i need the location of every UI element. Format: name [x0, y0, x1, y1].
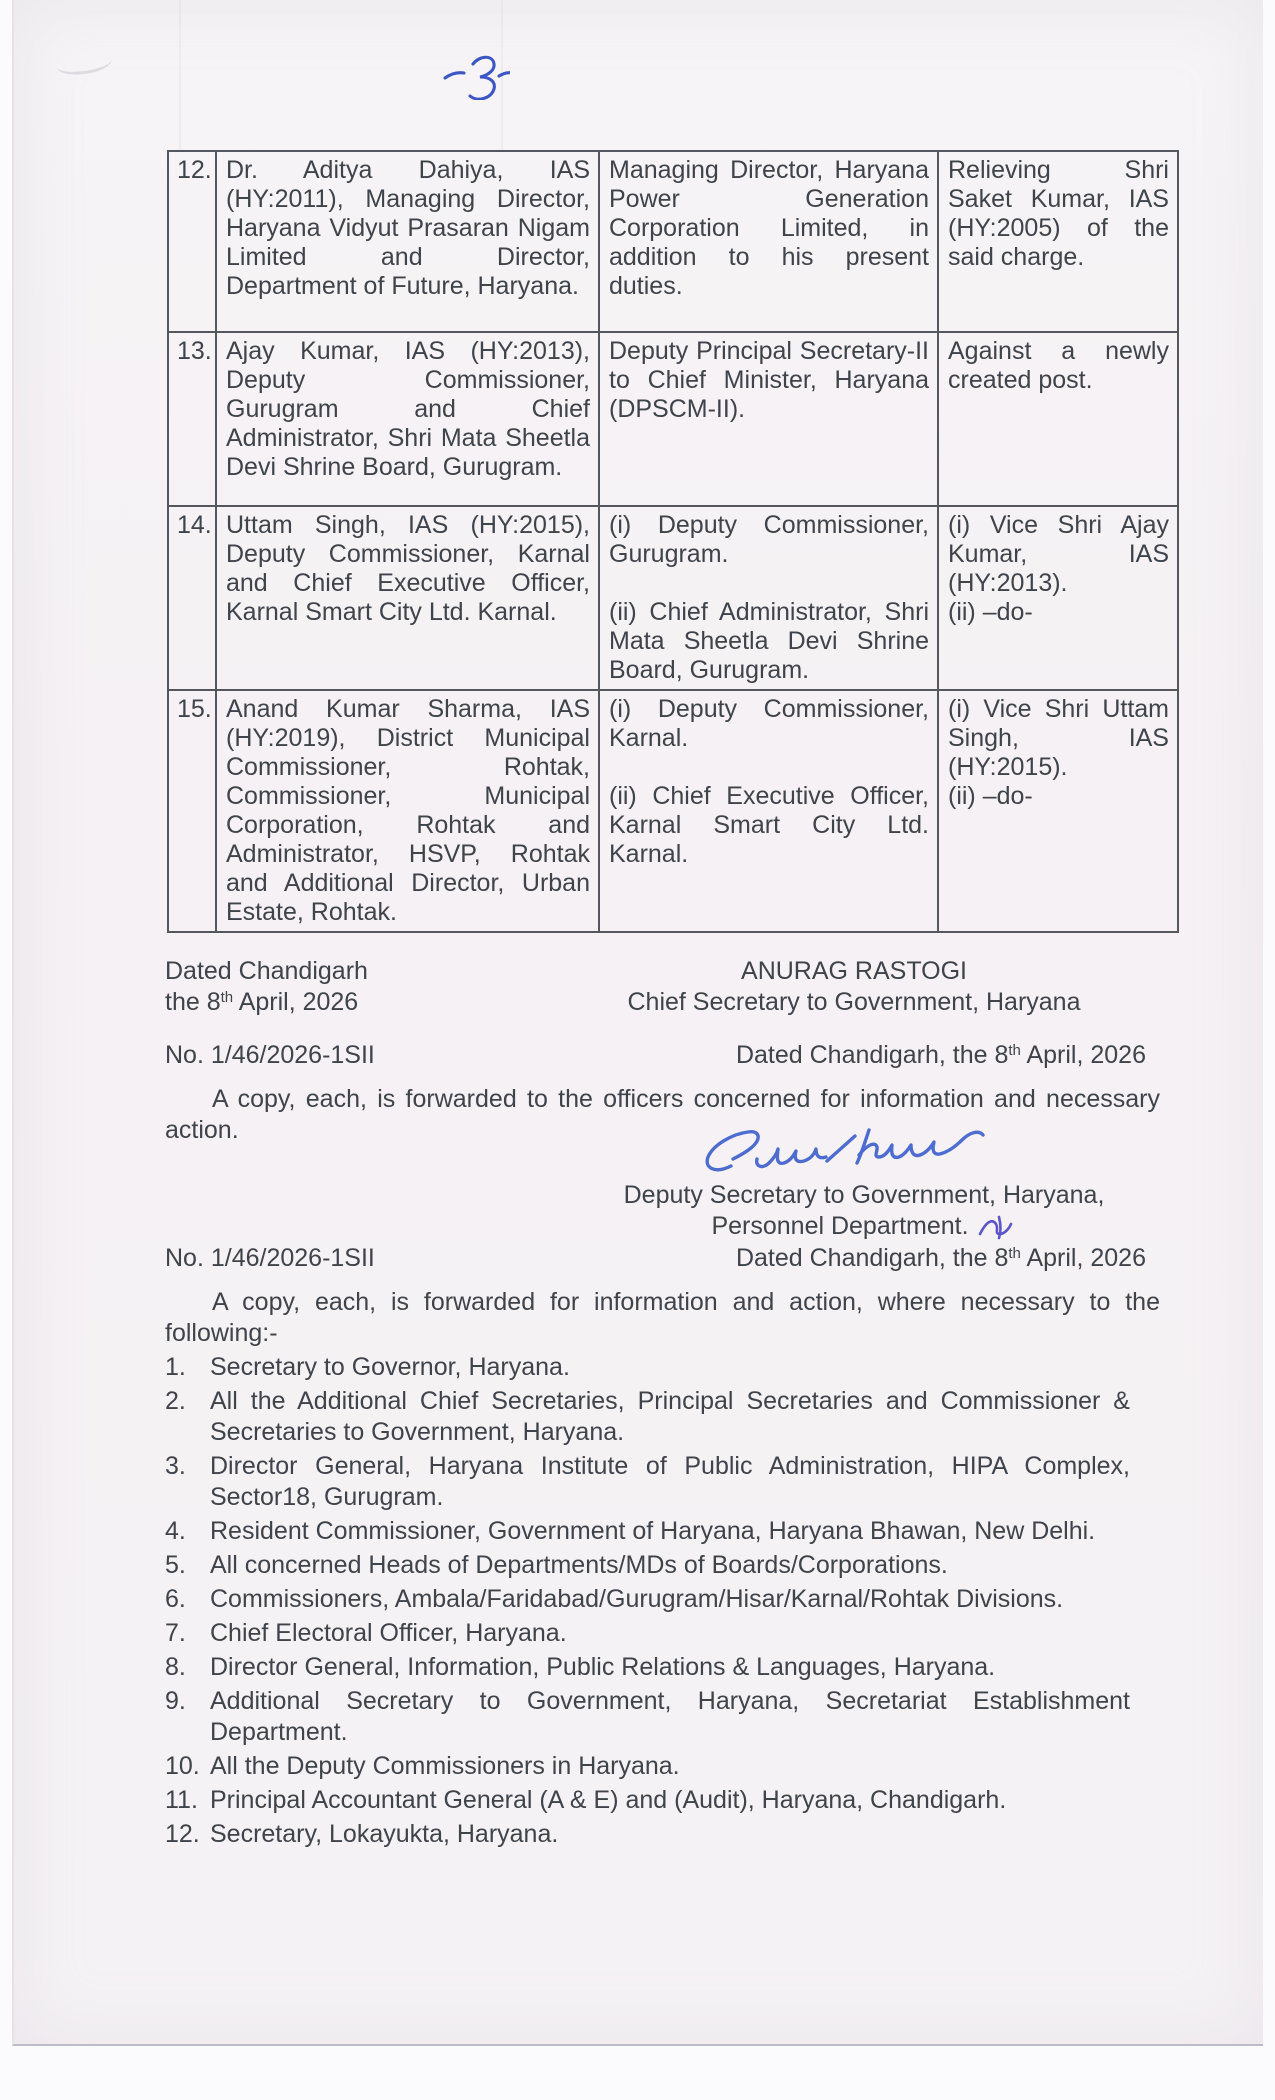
list-item-number: 10.	[165, 1752, 200, 1780]
remarks-item: (i) Vice Shri Uttam Singh, IAS (HY:2015).	[948, 695, 1169, 781]
date-text: April, 2026	[1020, 1041, 1146, 1069]
endorsement-date	[736, 1040, 1146, 1071]
list-item-number: 4.	[165, 1517, 186, 1545]
remarks-item: (i) Vice Shri Ajay Kumar, IAS (HY:2013).	[948, 511, 1169, 597]
cell-officer: Anand Kumar Sharma, IAS (HY:2019), District Municipal Commissioner, Rohtak, Commissioner, Municipal Corporation, Rohtak and Administrator, HSVP, Rohtak and Additional Director, Urban Estate, Rohtak.	[216, 690, 599, 932]
table-row	[168, 151, 1178, 332]
list-item-text: Secretary, Lokayukta, Haryana.	[210, 1820, 559, 1848]
cell-officer: Ajay Kumar, IAS (HY:2013), Deputy Commissioner, Gurugram and Chief Administrator, Shri Mata Sheetla Devi Shrine Board, Gurugram.	[216, 332, 599, 506]
list-item	[165, 1686, 1160, 1748]
table-row	[168, 690, 1178, 932]
list-item-text: All the Deputy Commissioners in Haryana.	[210, 1752, 680, 1780]
list-item-number: 11.	[165, 1786, 198, 1814]
posting-item: (i) Deputy Commissioner, Karnal.	[609, 695, 929, 752]
list-item	[165, 1652, 1160, 1683]
list-item-number: 5.	[165, 1551, 186, 1579]
list-item-text: Director General, Haryana Institute of Public Administration, HIPA Complex, Sector18, Gurugram.	[210, 1452, 1130, 1511]
handwritten-page-number	[442, 52, 510, 100]
date-text: April, 2026	[233, 988, 359, 1016]
dateline-date	[165, 987, 368, 1018]
cell-posting: Deputy Principal Secretary-II to Chief Minister, Haryana (DPSCM-II).	[599, 332, 938, 506]
date-text: the 8	[165, 988, 221, 1016]
list-item-number: 6.	[165, 1585, 186, 1613]
forwarding-paragraph: A copy, each, is forwarded to the officers concerned for information and necessary action.	[165, 1085, 1160, 1144]
list-item	[165, 1550, 1160, 1581]
cell-remarks	[938, 506, 1178, 690]
list-item	[165, 1618, 1160, 1649]
ref-number: No. 1/46/2026-1SII	[165, 1244, 375, 1272]
posting-item: (i) Deputy Commissioner, Gurugram.	[609, 511, 929, 568]
list-item-text: Secretary to Governor, Haryana.	[210, 1353, 570, 1381]
cell-posting: Managing Director, Haryana Power Generation Corporation Limited, in addition to his present duties.	[599, 151, 938, 332]
endorsement-signatory-line1: Deputy Secretary to Government, Haryana,	[623, 1181, 1105, 1209]
handwritten-initials	[975, 1212, 1017, 1242]
cell-posting	[599, 690, 938, 932]
list-item-text: Resident Commissioner, Government of Haryana, Haryana Bhawan, New Delhi.	[210, 1517, 1096, 1545]
date-text: Dated Chandigarh, the 8	[735, 1041, 1009, 1069]
list-item	[165, 1819, 1160, 1850]
list-item-number: 8.	[165, 1653, 186, 1681]
list-item	[165, 1516, 1160, 1547]
list-item-text: Director General, Information, Public Relations & Languages, Haryana.	[210, 1653, 996, 1681]
signatory-designation: Chief Secretary to Government, Haryana	[627, 988, 1081, 1016]
list-item-text: Chief Electoral Officer, Haryana.	[210, 1619, 567, 1647]
forwarding-paragraph: A copy, each, is forwarded for information and action, where necessary to the following:-	[165, 1288, 1160, 1347]
signatory-name: ANURAG RASTOGI	[741, 957, 967, 985]
remarks-item: (ii) –do-	[948, 598, 1033, 626]
date-superscript: th	[1008, 1041, 1021, 1059]
date-superscript: th	[1008, 1244, 1021, 1262]
list-item-number: 12.	[165, 1820, 200, 1848]
cell-serial: 14.	[168, 506, 216, 690]
list-item-text: All the Additional Chief Secretaries, Principal Secretaries and Commissioner & Secretaries to Government, Haryana.	[210, 1387, 1130, 1446]
list-item-number: 2.	[165, 1387, 186, 1415]
date-text: Dated Chandigarh, the 8	[735, 1244, 1009, 1272]
list-item-number: 9.	[165, 1687, 186, 1715]
list-item	[165, 1785, 1160, 1816]
posting-item: (ii) Chief Executive Officer, Karnal Smart City Ltd. Karnal.	[609, 782, 929, 868]
signatory-block	[574, 956, 1134, 1018]
handwritten-signature	[697, 1120, 1009, 1184]
cell-officer: Uttam Singh, IAS (HY:2015), Deputy Commissioner, Karnal and Chief Executive Officer, Karnal Smart City Ltd. Karnal.	[216, 506, 599, 690]
list-item	[165, 1751, 1160, 1782]
date-text: April, 2026	[1020, 1244, 1146, 1272]
dateline-block	[165, 956, 368, 1018]
list-item-text: All concerned Heads of Departments/MDs of Boards/Corporations.	[210, 1551, 948, 1579]
list-item-text: Principal Accountant General (A & E) and (Audit), Haryana, Chandigarh.	[210, 1786, 1007, 1814]
list-item	[165, 1352, 1160, 1383]
cell-posting	[599, 506, 938, 690]
remarks-item: (ii) –do-	[948, 782, 1033, 810]
endorsement-signatory-block	[594, 1180, 1134, 1242]
list-item-number: 7.	[165, 1619, 186, 1647]
document-page	[12, 0, 1263, 2046]
list-item	[165, 1386, 1160, 1448]
cell-remarks: Against a newly created post.	[938, 332, 1178, 506]
scan-smudge	[55, 48, 114, 78]
cell-serial: 13.	[168, 332, 216, 506]
list-item	[165, 1451, 1160, 1513]
list-item-text: Commissioners, Ambala/Faridabad/Gurugram/Hisar/Karnal/Rohtak Divisions.	[210, 1585, 1064, 1613]
date-superscript: th	[220, 988, 234, 1006]
table-row	[168, 332, 1178, 506]
list-item-number: 3.	[165, 1452, 186, 1480]
posting-item: (ii) Chief Administrator, Shri Mata Sheetla Devi Shrine Board, Gurugram.	[609, 598, 929, 684]
paper-crease	[179, 0, 181, 150]
cell-remarks: Relieving Shri Saket Kumar, IAS (HY:2005) of the said charge.	[938, 151, 1178, 332]
cell-remarks	[938, 690, 1178, 932]
dateline-place: Dated Chandigarh	[165, 957, 368, 985]
list-item-text: Additional Secretary to Government, Haryana, Secretariat Establishment Department.	[210, 1687, 1130, 1746]
endorsement-signatory-line2	[594, 1211, 1134, 1242]
cell-serial: 15.	[168, 690, 216, 932]
list-item-number: 1.	[165, 1353, 186, 1381]
endorsement-date	[736, 1243, 1146, 1274]
distribution-list	[165, 1352, 1160, 1853]
ref-number: No. 1/46/2026-1SII	[165, 1041, 375, 1069]
list-item	[165, 1584, 1160, 1615]
cell-serial: 12.	[168, 151, 216, 332]
cell-officer: Dr. Aditya Dahiya, IAS (HY:2011), Managing Director, Haryana Vidyut Prasaran Nigam Limited and Director, Department of Future, Haryana.	[216, 151, 599, 332]
endorsement-signatory-text: Personnel Department.	[711, 1212, 969, 1240]
transfer-orders-table	[167, 150, 1179, 933]
table-row	[168, 506, 1178, 690]
